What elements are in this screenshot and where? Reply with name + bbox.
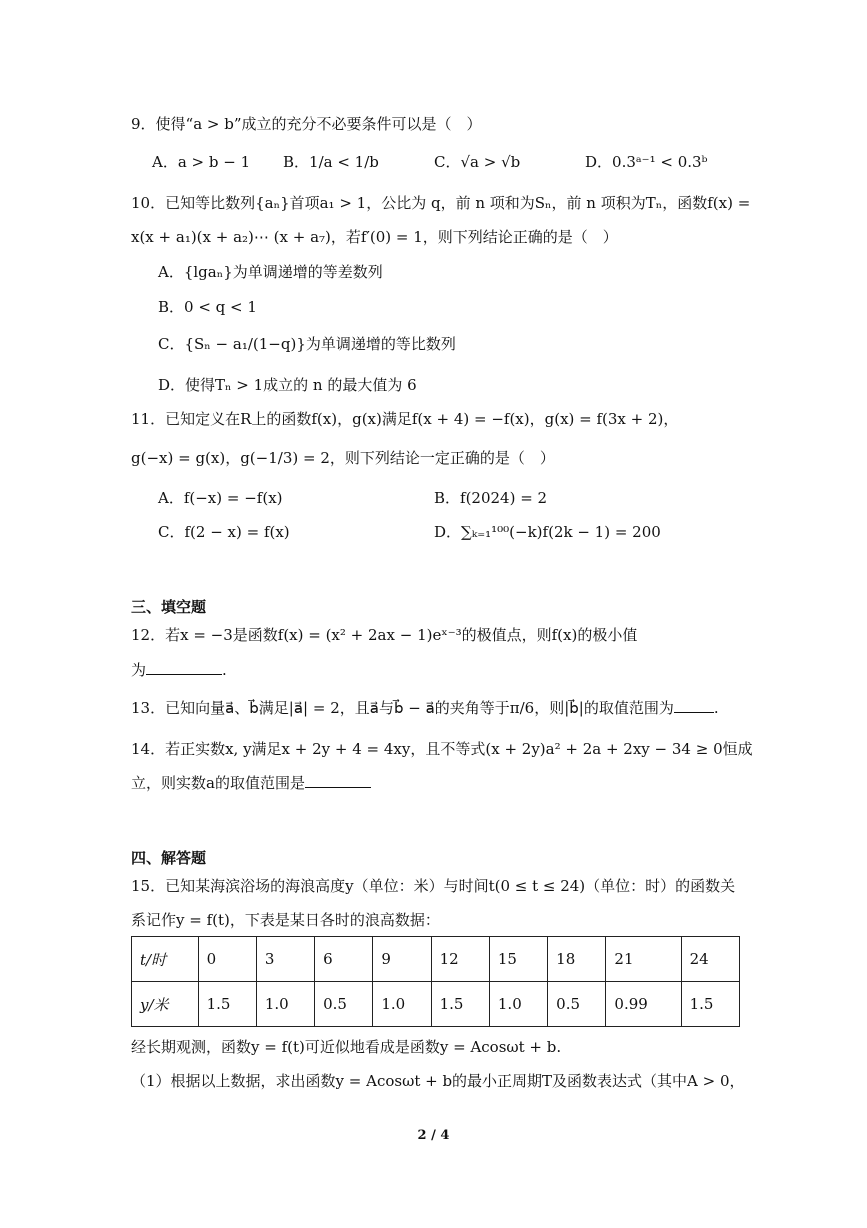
q9-option-c: C．√a > √b: [434, 153, 521, 171]
table-cell: 0.5: [315, 982, 373, 1027]
wave-height-table: [131, 936, 740, 1027]
table-row-time: [132, 937, 740, 982]
q12-stem-line1: 12．若x = −3是函数f(x) = (x² + 2ax − 1)eˣ⁻³的极值点，则f(x)的极小值: [131, 626, 638, 644]
section-fill-in-title: 三、填空题: [131, 598, 207, 616]
q11-option-c: C．f(2 − x) = f(x): [158, 523, 290, 541]
q11-option-a: A．f(−x) = −f(x): [158, 489, 283, 507]
q9-option-d: D．0.3ᵃ⁻¹ < 0.3ᵇ: [585, 153, 708, 171]
q13-suffix: .: [713, 699, 719, 717]
table-cell: 1.5: [431, 982, 489, 1027]
table-cell: 24: [681, 937, 739, 982]
q13-text: 13．已知向量a⃗、b⃗满足|a⃗| = 2，且a⃗与b⃗ − a⃗的夹角等于π/6，则|b⃗|的取值范围为: [131, 699, 674, 717]
table-cell: 1.5: [681, 982, 739, 1027]
q15-part1: （1）根据以上数据，求出函数y = Acosωt + b的最小正周期T及函数表达式（其中A > 0，: [131, 1072, 745, 1090]
q15-after-table: 经长期观测，函数y = f(t)可近似地看成是函数y = Acosωt + b.: [131, 1038, 562, 1056]
q9-option-b: B．1/a < 1/b: [283, 153, 379, 171]
q11-stem-line2: g(−x) = g(x)，g(−1/3) = 2，则下列结论一定正确的是（ ）: [131, 449, 555, 467]
table-cell: y/米: [132, 982, 199, 1027]
q11-option-d: D．∑ₖ₌₁¹⁰⁰(−k)f(2k − 1) = 200: [434, 523, 661, 541]
q13-answer-blank[interactable]: [674, 712, 714, 713]
page-number: 2 / 4: [417, 1128, 450, 1143]
q10-option-a: A．{lgaₙ}为单调递增的等差数列: [158, 263, 383, 281]
q11-stem-line1: 11．已知定义在R上的函数f(x)，g(x)满足f(x + 4) = −f(x)，g(x) = f(3x + 2)，: [131, 410, 679, 428]
q10-option-b: B．0 < q < 1: [158, 298, 257, 316]
table-cell: 15: [489, 937, 547, 982]
q12-answer-blank[interactable]: [146, 674, 222, 675]
table-cell: 1.0: [373, 982, 431, 1027]
q12-stem-line2: [131, 660, 227, 680]
section-solutions-title: 四、解答题: [131, 849, 207, 867]
table-cell: 1.5: [198, 982, 256, 1027]
table-cell: t/时: [132, 937, 199, 982]
q14-stem-line2: [131, 773, 371, 793]
table-cell: 0.99: [606, 982, 681, 1027]
table-cell: 18: [548, 937, 606, 982]
q9-option-a: A．a > b − 1: [152, 153, 251, 171]
table-cell: 0.5: [548, 982, 606, 1027]
table-row-height: [132, 982, 740, 1027]
q14-answer-blank[interactable]: [305, 787, 371, 788]
table-cell: 1.0: [489, 982, 547, 1027]
q12-prefix: 为: [131, 661, 147, 679]
table-cell: 0: [198, 937, 256, 982]
q10-option-d: D．使得Tₙ > 1成立的 n 的最大值为 6: [158, 376, 417, 394]
q11-option-b: B．f(2024) = 2: [434, 489, 548, 507]
table-cell: 21: [606, 937, 681, 982]
q15-stem-line1: 15．已知某海滨浴场的海浪高度y（单位：米）与时间t(0 ≤ t ≤ 24)（单位：时）的函数关: [131, 877, 736, 895]
q10-stem-line2: x(x + a₁)(x + a₂)⋯ (x + a₇)，若f′(0) = 1，则下列结论正确的是（ ）: [131, 228, 618, 246]
q12-suffix: .: [222, 661, 227, 679]
table-cell: 12: [431, 937, 489, 982]
table-cell: 6: [315, 937, 373, 982]
q14-text: 立，则实数a的取值范围是: [131, 774, 305, 792]
q9-stem: 9．使得“a > b”成立的充分不必要条件可以是（ ）: [131, 115, 482, 133]
table-cell: 9: [373, 937, 431, 982]
q10-stem-line1: 10．已知等比数列{aₙ}首项a₁ > 1，公比为 q，前 n 项和为Sₙ，前 n 项积为Tₙ，函数f(x) =: [131, 194, 751, 212]
q15-stem-line2: 系记作y = f(t)，下表是某日各时的浪高数据：: [131, 911, 440, 929]
table-cell: 3: [256, 937, 314, 982]
q10-option-c: C．{Sₙ − a₁/(1−q)}为单调递增的等比数列: [158, 335, 456, 353]
q13-stem: [131, 698, 719, 718]
table-cell: 1.0: [256, 982, 314, 1027]
q14-stem-line1: 14．若正实数x, y满足x + 2y + 4 = 4xy，且不等式(x + 2y)a² + 2a + 2xy − 34 ≥ 0恒成: [131, 740, 753, 758]
